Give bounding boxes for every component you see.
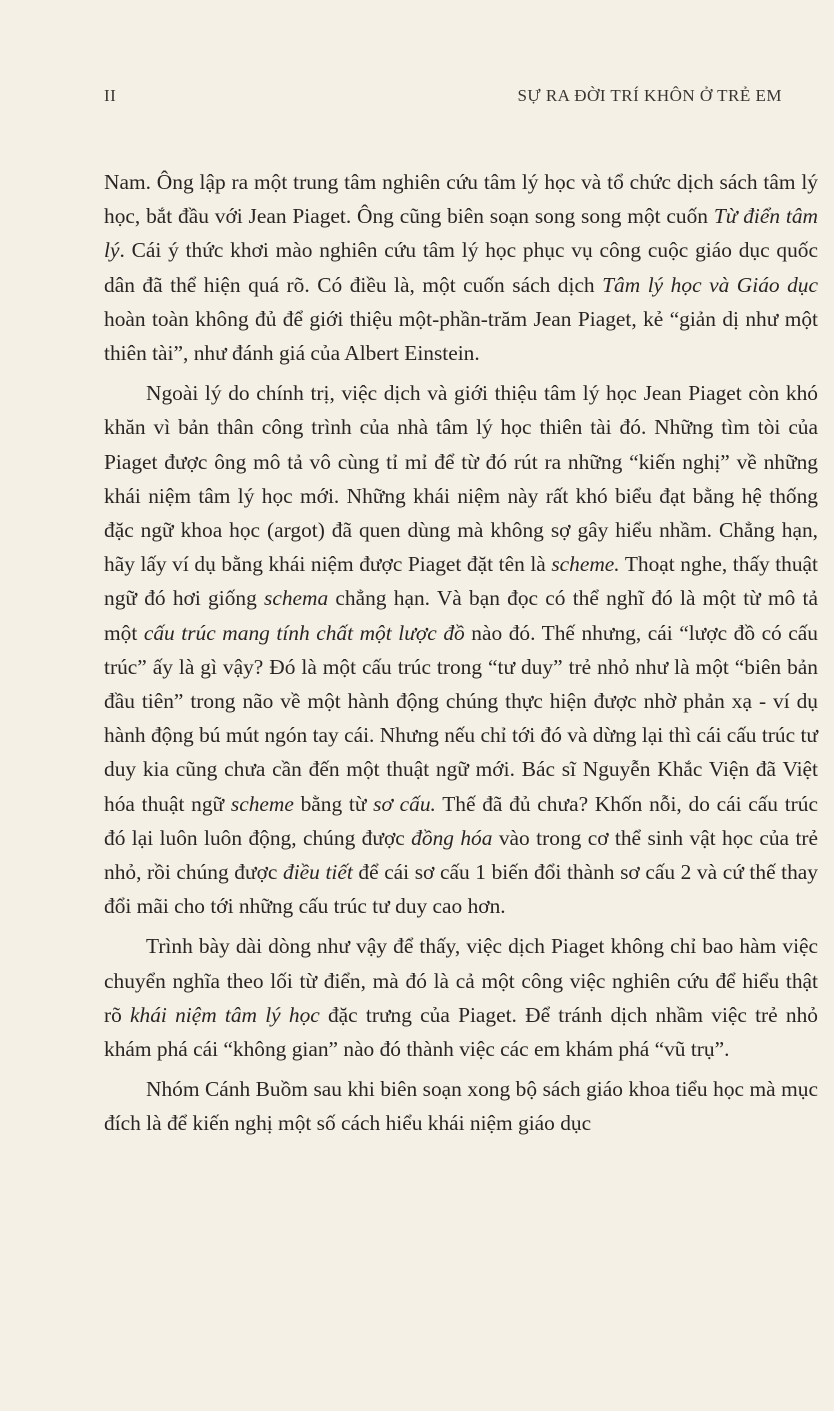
text-segment: đặc trưng của Piaget. Để tránh dịch nhầm việc trẻ nhỏ khám phá cái “không gian” nào đó thành việc các em khám phá “vũ trụ”.: [104, 1002, 818, 1062]
text-segment: nào đó. Thế nhưng, cái “lược đồ có cấu trúc” ấy là gì vậy? Đó là một cấu trúc trong “tư duy” trẻ nhỏ như là một “biên bản đầu tiên” trong não về một hành động chúng thực hiện được nhờ phản xạ - ví dụ hành động bú mút ngón tay cái. Nhưng nếu chỉ tới đó và dừng lại thì cái cấu trúc tư duy kia cũng chưa cần đến một thuật ngữ mới. Bác sĩ Nguyễn Khắc Viện đã Việt hóa thuật ngữ: [104, 620, 818, 816]
text-segment: Trình bày dài dòng như vậy để thấy, việc dịch Piaget không chỉ bao hàm việc chuyển nghĩa theo lối từ điển, mà đó là cả một công việc nghiên cứu để hiểu thật rõ: [104, 934, 818, 1027]
paragraph-1: [104, 165, 818, 370]
italic-term: scheme: [230, 791, 294, 816]
italic-term: Từ điển tâm lý: [104, 204, 818, 263]
paragraph-3: [104, 929, 818, 1066]
text-segment: để cái sơ cấu 1 biến đổi thành sơ cấu 2 và cứ thế thay đổi mãi cho tới những cấu trúc tư duy cao hơn.: [104, 860, 818, 919]
italic-term: schema: [264, 586, 329, 611]
text-segment: Ngoài lý do chính trị, việc dịch và giới thiệu tâm lý học Jean Piaget còn khó khăn vì bản thân công trình của nhà tâm lý học thiên tài đó. Những tìm tòi của Piaget được ông mô tả vô cùng tỉ mỉ để từ đó rút ra những “kiến nghị” về những khái niệm tâm lý học mới. Những khái niệm này rất khó biểu đạt bằng hệ thống đặc ngữ khoa học (argot) đã quen dùng mà không sợ gây hiểu nhầm. Chẳng hạn, hãy lấy ví dụ bằng khái niệm được Piaget đặt tên là: [104, 381, 818, 577]
text-segment: chẳng hạn. Và bạn đọc có thể nghĩ đó là một từ mô tả một: [104, 586, 818, 645]
body-text: [104, 165, 818, 1141]
text-segment: bằng từ: [293, 791, 374, 816]
text-segment: Nam. Ông lập ra một trung tâm nghiên cứu tâm lý học và tổ chức dịch sách tâm lý học, bắt đầu với Jean Piaget. Ông cũng biên soạn song song một cuốn: [104, 170, 818, 229]
paragraph-4: [104, 1072, 818, 1140]
italic-term: sơ cấu.: [373, 791, 436, 816]
running-header: [104, 86, 782, 106]
text-segment: Thế đã đủ chưa? Khốn nỗi, do cái cấu trúc đó lại luôn luôn động, chúng được: [104, 791, 818, 850]
text-segment: Nhóm Cánh Buồm sau khi biên soạn xong bộ sách giáo khoa tiểu học mà mục đích là để kiến nghị một số cách hiểu khái niệm giáo dục: [104, 1077, 818, 1136]
running-title: SỰ RA ĐỜI TRÍ KHÔN Ở TRẺ EM: [517, 86, 782, 105]
italic-term: scheme.: [551, 552, 620, 577]
text-segment: . Cái ý thức khơi mào nghiên cứu tâm lý học phục vụ công cuộc giáo dục quốc dân đã thể hiện quá rõ. Có điều là, một cuốn sách dịch: [104, 238, 818, 297]
text-segment: hoàn toàn không đủ để giới thiệu một-phần-trăm Jean Piaget, kẻ “giản dị như một thiên tài”, như đánh giá của Albert Einstein.: [104, 306, 818, 366]
italic-term: Tâm lý học và Giáo dục: [602, 272, 818, 297]
page-number: II: [104, 86, 117, 105]
paragraph-2: [104, 376, 818, 923]
text-segment: Thoạt nghe, thấy thuật ngữ đó hơi giống: [104, 552, 818, 611]
italic-term: khái niệm tâm lý học: [130, 1002, 320, 1027]
text-segment: vào trong cơ thể sinh vật học của trẻ nhỏ, rồi chúng được: [104, 825, 818, 885]
italic-term: điều tiết: [283, 860, 353, 885]
italic-term: đồng hóa: [411, 825, 493, 850]
italic-term: cấu trúc mang tính chất một lược đồ: [143, 620, 465, 645]
